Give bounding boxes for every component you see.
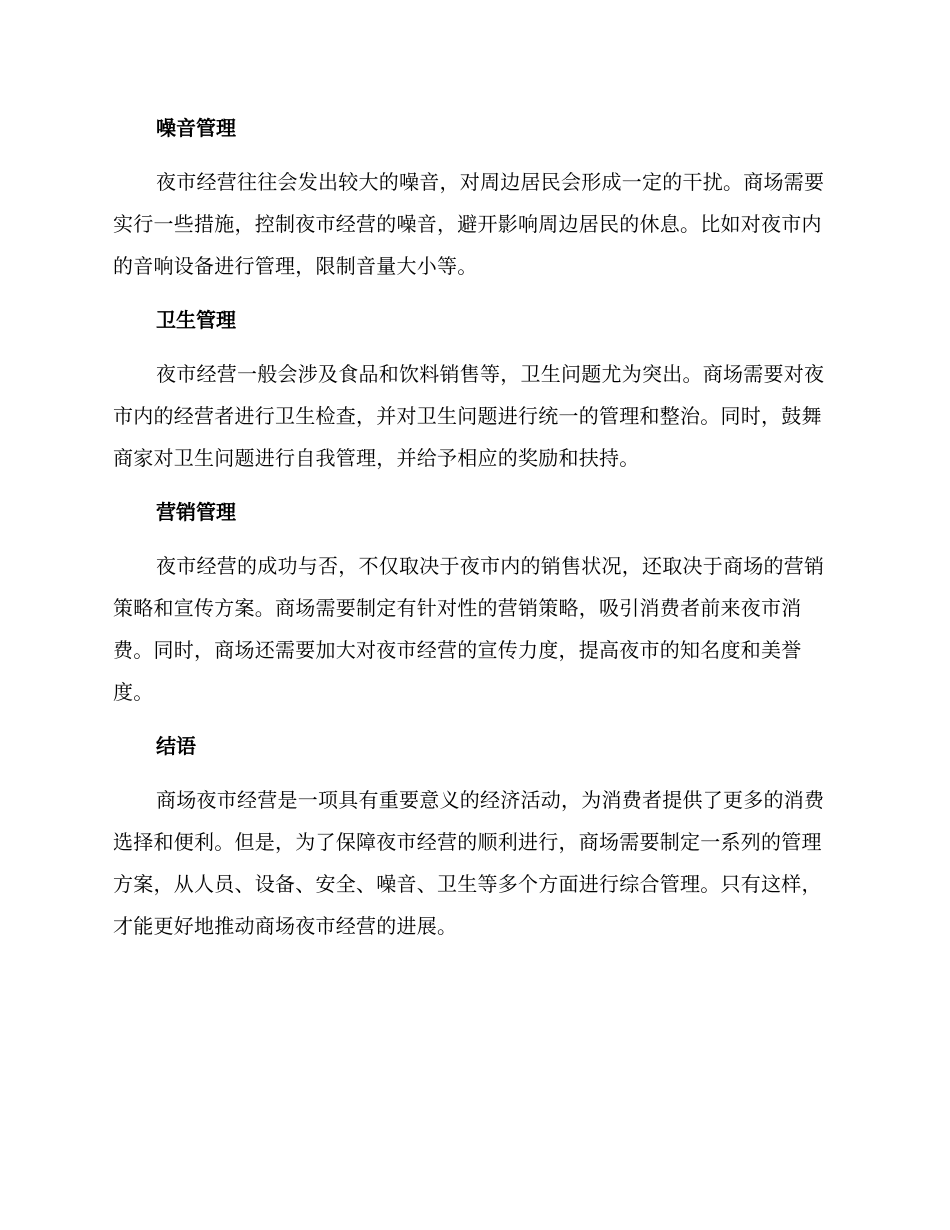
section-noise-management [113,113,832,287]
section-heading: 结语 [156,734,196,758]
section-hygiene-management [113,305,832,479]
section-paragraph: 商场夜市经营是一项具有重要意义的经济活动，为消费者提供了更多的消费选择和便利。但是，为了保障夜市经营的顺利进行，商场需要制定一系列的管理方案，从人员、设备、安全、噪音、卫生等多个方面进行综合管理。只有这样，才能更好地推动商场夜市经营的进展。 [113,788,825,938]
section-paragraph: 夜市经营的成功与否，不仅取决于夜市内的销售状况，还取决于商场的营销策略和宣传方案。商场需要制定有针对性的营销策略，吸引消费者前来夜市消费。同时，商场还需要加大对夜市经营的宣传力度，提高夜市的知名度和美誉度。 [113,554,825,704]
section-heading: 卫生管理 [156,308,236,332]
section-conclusion [113,731,832,947]
section-heading: 营销管理 [156,500,236,524]
section-marketing-management [113,497,832,713]
section-heading: 噪音管理 [156,116,236,140]
section-paragraph: 夜市经营一般会涉及食品和饮料销售等，卫生问题尤为突出。商场需要对夜市内的经营者进行卫生检查，并对卫生问题进行统一的管理和整治。同时，鼓舞商家对卫生问题进行自我管理，并给予相应的奖励和扶持。 [113,362,825,470]
section-paragraph: 夜市经营往往会发出较大的噪音，对周边居民会形成一定的干扰。商场需要实行一些措施，控制夜市经营的噪音，避开影响周边居民的休息。比如对夜市内的音响设备进行管理，限制音量大小等。 [113,170,825,278]
